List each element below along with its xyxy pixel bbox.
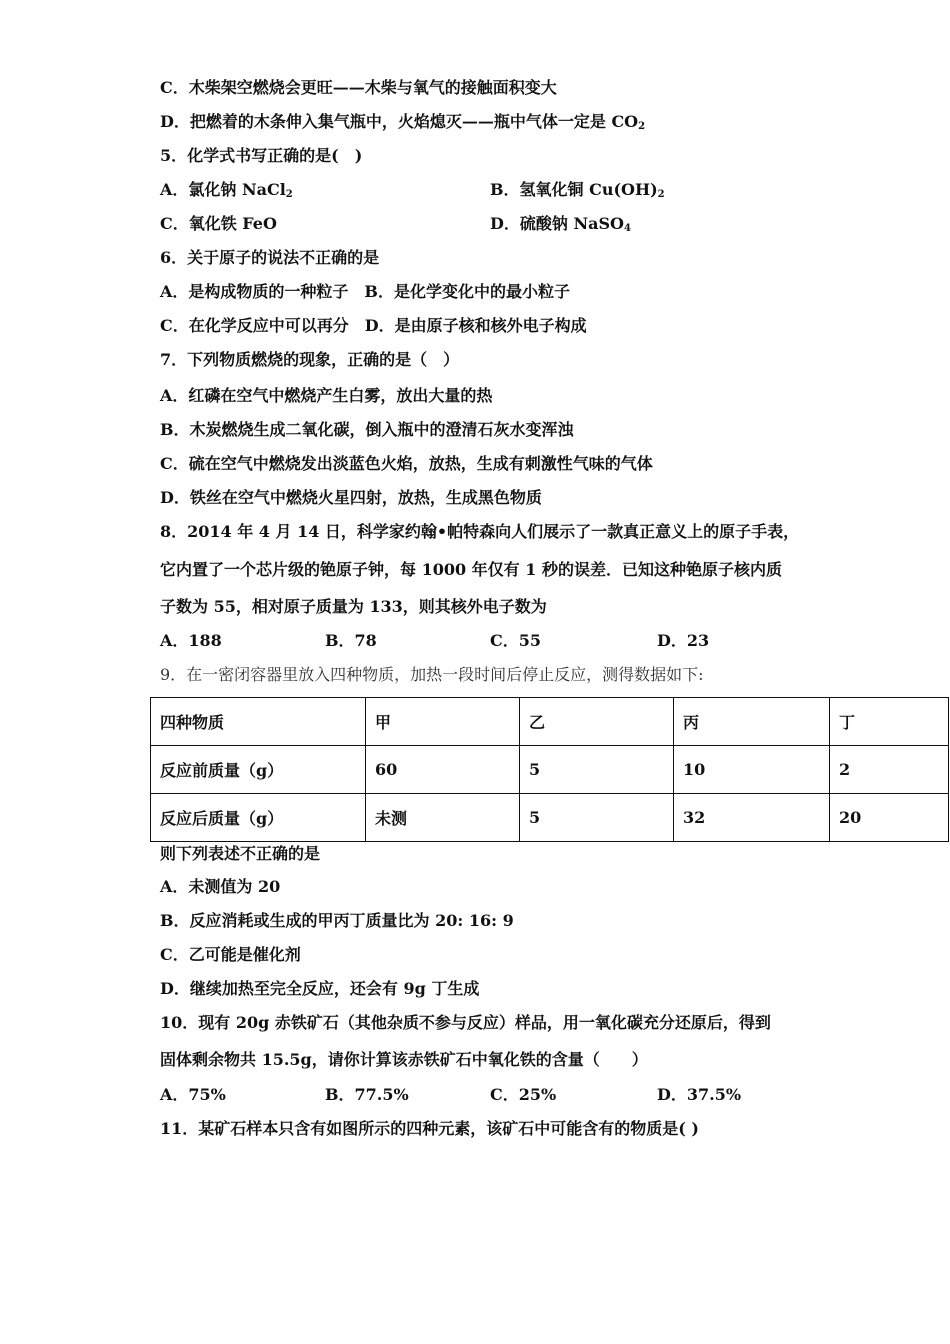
table-cell: 5 [520,746,674,794]
q5-option-b-subscript: 2 [657,189,665,200]
q5-option-a [160,180,293,200]
table-cell: 32 [674,794,830,842]
table-cell: 丁 [830,698,949,746]
q9-stem: 9．在一密闭容器里放入四种物质，加热一段时间后停止反应，测得数据如下: [160,665,704,684]
q5-option-d-subscript: 4 [623,223,631,234]
q9-option-a: A．未测值为 20 [160,877,281,896]
table-cell: 20 [830,794,949,842]
q8-option-a: A．188 [160,631,222,650]
table-cell: 反应前质量（g） [151,746,366,794]
q10-option-d: D．37.5% [657,1085,742,1104]
table-row [151,746,949,794]
q8-stem-line2: 它内置了一个芯片级的铯原子钟，每 1000 年仅有 1 秒的误差．已知这种铯原子核内质 [160,560,782,579]
table-row [151,698,949,746]
q7-stem: 7．下列物质燃烧的现象，正确的是（ ） [160,350,460,369]
table-cell: 2 [830,746,949,794]
q6-options-cd: C．在化学反应中可以再分 D．是由原子核和核外电子构成 [160,316,587,335]
q9-option-b: B．反应消耗或生成的甲丙丁质量比为 20: 16: 9 [160,911,514,930]
q9-option-c: C．乙可能是催化剂 [160,945,301,964]
table-cell: 丙 [674,698,830,746]
q10-stem-line1: 10．现有 20g 赤铁矿石（其他杂质不参与反应）样品，用一氧化碳充分还原后，得到 [160,1013,771,1032]
q8-stem-line1: 8．2014 年 4 月 14 日，科学家约翰•帕特森向人们展示了一款真正意义上的原子手表， [160,522,800,541]
table-cell: 10 [674,746,830,794]
q9-option-d: D．继续加热至完全反应，还会有 9g 丁生成 [160,979,480,998]
q5-option-d-text: D．硫酸钠 NaSO [490,214,624,233]
q5-stem: 5．化学式书写正确的是( ) [160,146,363,165]
q5-option-c: C．氧化铁 FeO [160,214,277,233]
q10-option-c: C．25% [490,1085,557,1104]
q8-option-d: D．23 [657,631,710,650]
q4-option-d-text: D．把燃着的木条伸入集气瓶中，火焰熄灭——瓶中气体一定是 CO [160,112,639,131]
q9-data-table [150,697,949,842]
q4-option-c: C．木柴架空燃烧会更旺——木柴与氧气的接触面积变大 [160,78,557,97]
q10-stem-line2: 固体剩余物共 15.5g，请你计算该赤铁矿石中氧化铁的含量（ ） [160,1050,648,1069]
q11-stem: 11．某矿石样本只含有如图所示的四种元素，该矿石中可能含有的物质是( ) [160,1119,699,1138]
table-cell: 甲 [366,698,520,746]
table-cell: 四种物质 [151,698,366,746]
q4-option-d [160,112,645,132]
q7-option-d: D．铁丝在空气中燃烧火星四射，放热，生成黑色物质 [160,488,542,507]
q5-option-b [490,180,665,200]
q7-option-c: C．硫在空气中燃烧发出淡蓝色火焰，放热，生成有刺激性气味的气体 [160,454,653,473]
q5-option-b-text: B．氢氧化铜 Cu(OH) [490,180,658,199]
table-cell: 乙 [520,698,674,746]
q6-stem: 6．关于原子的说法不正确的是 [160,248,380,267]
q8-option-c: C．55 [490,631,542,650]
table-row [151,794,949,842]
q6-options-ab: A．是构成物质的一种粒子 B．是化学变化中的最小粒子 [160,282,570,301]
q7-option-a: A．红磷在空气中燃烧产生白雾，放出大量的热 [160,386,493,405]
q9-follow-up: 则下列表述不正确的是 [160,844,321,863]
q8-option-b: B．78 [325,631,377,650]
q5-option-a-subscript: 2 [285,189,293,200]
table-cell: 反应后质量（g） [151,794,366,842]
q7-option-b: B．木炭燃烧生成二氧化碳，倒入瓶中的澄清石灰水变浑浊 [160,420,574,439]
q8-stem-line3: 子数为 55，相对原子质量为 133，则其核外电子数为 [160,597,547,616]
q10-option-b: B．77.5% [325,1085,409,1104]
table-cell: 60 [366,746,520,794]
q10-option-a: A．75% [160,1085,226,1104]
table-cell: 5 [520,794,674,842]
q4-option-d-subscript: 2 [638,121,646,132]
table-cell: 未测 [366,794,520,842]
q5-option-a-text: A．氯化钠 NaCl [160,180,286,199]
q5-option-d [490,214,631,234]
